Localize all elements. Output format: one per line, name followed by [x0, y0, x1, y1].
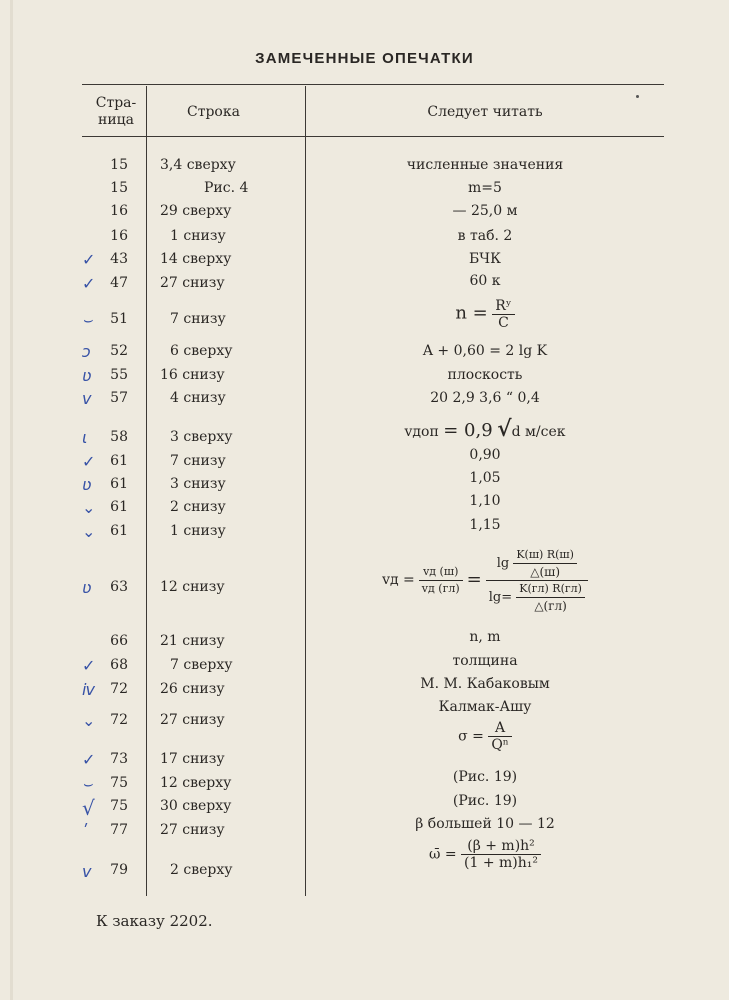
line-ref: 2 сверху [170, 862, 233, 878]
correction: плоскость [447, 367, 523, 383]
table-header-rule [82, 136, 664, 137]
check-mark: ʋ [82, 366, 92, 385]
page-number: 61 [110, 523, 128, 539]
check-mark: ⌄ [82, 498, 96, 517]
fraction: $\frac{vд (ш)}{vд (гл)}$ [419, 564, 463, 597]
page-number: 73 [110, 751, 128, 767]
correction: m=5 [468, 180, 502, 196]
page-number: 52 [110, 343, 128, 359]
correction: (Рис. 19) [452, 769, 518, 785]
check-mark: ι [82, 428, 88, 447]
line-ref: 27 снизу [160, 822, 225, 838]
order-footnote: К заказу 2202. [96, 912, 213, 930]
line-ref: 6 сверху [170, 343, 233, 359]
page-number: 66 [110, 633, 128, 649]
correction: ω̄ = $\frac{\text{(β + m)h²}}{\text{(1 + m)h₁²}}$ [306, 838, 664, 871]
page-number: 15 [110, 180, 128, 196]
correction: — 25,0 м [452, 203, 518, 219]
check-mark: ⌄ [82, 711, 96, 730]
line-ref: 30 сверху [160, 798, 232, 814]
check-mark: ↄ [82, 342, 91, 361]
check-mark: ✓ [82, 274, 96, 293]
line-ref: 7 снизу [170, 311, 226, 327]
header-line: Строка [187, 104, 240, 120]
column-divider-1 [146, 86, 147, 896]
correction: A + 0,60 = 2 lg K [422, 343, 548, 359]
page-number: 68 [110, 657, 128, 673]
page-number: 72 [110, 681, 128, 697]
line-ref: 27 снизу [160, 275, 225, 291]
paper-speck [636, 95, 639, 98]
header-page: Стра- ница [95, 95, 137, 128]
correction: численные значения [406, 157, 564, 173]
page-number: 55 [110, 367, 128, 383]
line-ref: 12 сверху [160, 775, 232, 791]
table-top-rule [82, 84, 664, 85]
check-mark: ʋ [82, 578, 92, 597]
line-ref: 3,4 сверху [160, 157, 236, 173]
page-edge [10, 0, 13, 1000]
page-number: 63 [110, 579, 128, 595]
correction: n = $\frac{\text{Rʸ}}{C}$ [306, 298, 664, 331]
correction: в таб. 2 [457, 228, 513, 244]
line-ref: 21 снизу [160, 633, 225, 649]
check-mark: ✓ [82, 250, 96, 269]
page-number: 75 [110, 798, 128, 814]
check-mark: ✓ [82, 750, 96, 769]
fraction: $\frac{\text{Rʸ}}{C}$ [492, 298, 514, 331]
page-title: ЗАМЕЧЕННЫЕ ОПЕЧАТКИ [255, 50, 474, 67]
page-number: 16 [110, 203, 128, 219]
page-number: 61 [110, 453, 128, 469]
line-ref: 3 сверху [170, 429, 233, 445]
check-mark: ʹ [82, 821, 87, 840]
header-read: Следует читать [427, 104, 543, 120]
page-number: 57 [110, 390, 128, 406]
page-number: 43 [110, 251, 128, 267]
page-number: 77 [110, 822, 128, 838]
correction: БЧК [469, 251, 501, 267]
line-ref: 7 снизу [170, 453, 226, 469]
line-ref: 1 снизу [170, 523, 226, 539]
line-ref: 27 снизу [160, 712, 225, 728]
correction: vдоп = 0,9 √d м/сек [404, 416, 566, 442]
correction: 1,10 [469, 493, 501, 509]
page-number: 15 [110, 157, 128, 173]
line-ref: 16 снизу [160, 367, 225, 383]
check-mark: ʋ [82, 475, 92, 494]
correction: (Рис. 19) [452, 793, 518, 809]
correction: σ = $\frac{A}{\text{Qⁿ}}$ [306, 720, 664, 753]
check-mark: ⌣ [82, 774, 93, 793]
line-ref: 3 снизу [170, 476, 226, 492]
correction: толщина [452, 653, 518, 669]
page-number: 58 [110, 429, 128, 445]
line-ref: 7 сверху [170, 657, 233, 673]
fraction: lg $\frac{K(ш) R(ш)}{\triangle(ш)}$ lg= $\frac{K(гл) R(гл)}{\triangle(гл)}$ [486, 547, 588, 614]
correction: М. М. Кабаковым [420, 676, 550, 692]
line-ref: 1 снизу [170, 228, 226, 244]
check-mark: √ [82, 796, 95, 820]
line-ref: 12 снизу [160, 579, 225, 595]
line-ref: 4 снизу [170, 390, 226, 406]
check-mark: ✓ [82, 656, 96, 675]
correction: vд = $\frac{vд (ш)}{vд (гл)}$ = lg $\frac{K(ш) R(ш)}{\triangle(ш)}$ lg= $\frac{K(гл) R(гл)}{\triangle(гл)}$ [306, 542, 664, 618]
check-mark: ⅴ [82, 389, 92, 408]
fraction: $\frac{A}{\text{Qⁿ}}$ [488, 720, 512, 753]
page-number: 16 [110, 228, 128, 244]
check-mark: ⌣ [82, 310, 93, 329]
line-ref: Рис. 4 [204, 180, 249, 196]
page-number: 72 [110, 712, 128, 728]
fraction: $\frac{\text{(β + m)h²}}{\text{(1 + m)h₁²}}$ [461, 838, 541, 871]
page-number: 75 [110, 775, 128, 791]
line-ref: 17 снизу [160, 751, 225, 767]
check-mark: ⌄ [82, 522, 96, 541]
line-ref: 14 сверху [160, 251, 232, 267]
correction: 20 2,9 3,6 “ 0,4 [430, 390, 540, 406]
page-number: 61 [110, 499, 128, 515]
correction: n, m [469, 629, 501, 645]
correction: 1,15 [469, 517, 501, 533]
line-ref: 2 снизу [170, 499, 226, 515]
page-number: 61 [110, 476, 128, 492]
page-number: 51 [110, 311, 128, 327]
check-mark: ⅳ [82, 680, 95, 699]
check-mark: ✓ [82, 452, 96, 471]
correction: β большей 10 — 12 [415, 816, 555, 832]
correction: Калмак-Ашу [438, 699, 532, 715]
page-number: 79 [110, 862, 128, 878]
correction: 60 к [469, 273, 501, 289]
correction: 0,90 [469, 447, 501, 463]
line-ref: 26 снизу [160, 681, 225, 697]
check-mark: ⅴ [82, 862, 92, 881]
page-number: 47 [110, 275, 128, 291]
correction: 1,05 [469, 470, 501, 486]
line-ref: 29 сверху [160, 203, 232, 219]
